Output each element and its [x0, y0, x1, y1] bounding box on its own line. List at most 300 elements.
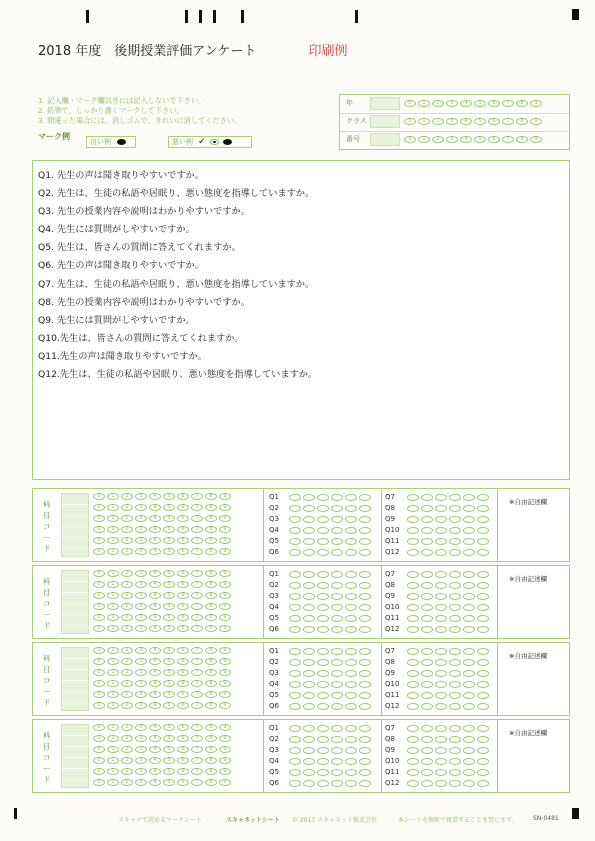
bubble-option[interactable]: 9 [219, 647, 231, 654]
answer-bubble[interactable] [289, 725, 301, 732]
answer-bubble[interactable] [345, 505, 357, 512]
answer-bubble[interactable] [359, 505, 371, 512]
answer-bubble[interactable] [477, 648, 489, 655]
bubble-option[interactable]: 2 [121, 537, 133, 544]
answer-bubble[interactable] [421, 659, 433, 666]
bubble-option[interactable]: 7 [191, 625, 203, 632]
answer-bubble[interactable] [449, 648, 461, 655]
bubble-option[interactable]: 7 [191, 746, 203, 753]
bubble-option[interactable]: 9 [219, 658, 231, 665]
answer-bubble[interactable] [345, 516, 357, 523]
bubble-option[interactable]: 9 [219, 504, 231, 511]
answer-bubble[interactable] [421, 494, 433, 501]
bubble-option[interactable]: 9 [219, 757, 231, 764]
year-write-cell[interactable] [370, 97, 400, 110]
answer-bubble[interactable] [331, 571, 343, 578]
bubble-option[interactable]: 9 [219, 702, 231, 709]
answer-bubble[interactable] [359, 747, 371, 754]
answer-bubble[interactable] [407, 626, 419, 633]
bubble-option[interactable]: 8 [205, 504, 217, 511]
bubble-option[interactable]: 6 [177, 669, 189, 676]
answer-bubble[interactable] [359, 670, 371, 677]
answer-bubble[interactable] [303, 505, 315, 512]
bubble-option[interactable]: 0 [93, 746, 105, 753]
answer-bubble[interactable] [331, 538, 343, 545]
bubble-option[interactable]: 9 [219, 548, 231, 555]
bubble-option[interactable]: 5 [163, 746, 175, 753]
bubble-option[interactable]: 8 [205, 526, 217, 533]
bubble-option[interactable]: 3 [135, 779, 147, 786]
answer-bubble[interactable] [407, 505, 419, 512]
bubble-option[interactable]: 4 [149, 493, 161, 500]
bubble-option[interactable]: 0 [93, 581, 105, 588]
answer-bubble[interactable] [463, 582, 475, 589]
answer-bubble[interactable] [359, 615, 371, 622]
bubble-option[interactable]: 7 [191, 548, 203, 555]
answer-bubble[interactable] [449, 736, 461, 743]
bubble-option[interactable]: 4 [149, 515, 161, 522]
answer-bubble[interactable] [345, 703, 357, 710]
bubble-option[interactable]: 9 [219, 691, 231, 698]
bubble-option[interactable]: 8 [205, 548, 217, 555]
answer-bubble[interactable] [421, 747, 433, 754]
answer-bubble[interactable] [359, 582, 371, 589]
bubble-option[interactable]: 8 [205, 669, 217, 676]
bubble-option[interactable]: 8 [516, 100, 528, 107]
bubble-option[interactable]: 1 [107, 746, 119, 753]
answer-bubble[interactable] [477, 494, 489, 501]
bubble-option[interactable]: 7 [191, 768, 203, 775]
bubble-option[interactable]: 6 [177, 504, 189, 511]
answer-bubble[interactable] [449, 615, 461, 622]
answer-bubble[interactable] [407, 538, 419, 545]
answer-bubble[interactable] [345, 615, 357, 622]
answer-bubble[interactable] [463, 527, 475, 534]
bubble-option[interactable]: 0 [93, 724, 105, 731]
answer-bubble[interactable] [477, 670, 489, 677]
answer-bubble[interactable] [435, 582, 447, 589]
bubble-option[interactable]: 7 [502, 100, 514, 107]
bubble-option[interactable]: 5 [163, 647, 175, 654]
bubble-option[interactable]: 6 [177, 735, 189, 742]
answer-bubble[interactable] [359, 736, 371, 743]
bubble-option[interactable]: 1 [107, 570, 119, 577]
answer-bubble[interactable] [345, 681, 357, 688]
bubble-option[interactable]: 1 [107, 658, 119, 665]
answer-bubble[interactable] [359, 527, 371, 534]
bubble-option[interactable]: 3 [135, 691, 147, 698]
answer-bubble[interactable] [317, 626, 329, 633]
bubble-option[interactable]: 1 [107, 592, 119, 599]
answer-bubble[interactable] [289, 692, 301, 699]
bubble-option[interactable]: 8 [205, 570, 217, 577]
answer-bubble[interactable] [449, 582, 461, 589]
answer-bubble[interactable] [317, 582, 329, 589]
answer-bubble[interactable] [421, 516, 433, 523]
bubble-option[interactable]: 5 [474, 118, 486, 125]
bubble-option[interactable]: 4 [149, 647, 161, 654]
bubble-option[interactable]: 1 [107, 768, 119, 775]
bubble-option[interactable]: 5 [163, 526, 175, 533]
bubble-option[interactable]: 6 [488, 118, 500, 125]
answer-bubble[interactable] [435, 648, 447, 655]
bubble-option[interactable]: 0 [93, 757, 105, 764]
answer-bubble[interactable] [345, 582, 357, 589]
bubble-option[interactable]: 9 [219, 603, 231, 610]
bubble-option[interactable]: 0 [93, 504, 105, 511]
bubble-option[interactable]: 9 [219, 614, 231, 621]
bubble-option[interactable]: 7 [502, 136, 514, 143]
answer-bubble[interactable] [317, 769, 329, 776]
answer-bubble[interactable] [303, 593, 315, 600]
answer-bubble[interactable] [421, 703, 433, 710]
answer-bubble[interactable] [477, 527, 489, 534]
answer-bubble[interactable] [407, 494, 419, 501]
bubble-option[interactable]: 5 [163, 537, 175, 544]
bubble-option[interactable]: 7 [191, 735, 203, 742]
answer-bubble[interactable] [449, 604, 461, 611]
answer-bubble[interactable] [407, 659, 419, 666]
answer-bubble[interactable] [463, 681, 475, 688]
answer-bubble[interactable] [421, 615, 433, 622]
answer-bubble[interactable] [435, 780, 447, 787]
answer-bubble[interactable] [435, 604, 447, 611]
bubble-option[interactable]: 9 [219, 724, 231, 731]
bubble-option[interactable]: 2 [121, 746, 133, 753]
bubble-option[interactable]: 3 [135, 724, 147, 731]
bubble-option[interactable]: 9 [219, 515, 231, 522]
free-comment-area[interactable] [501, 740, 565, 788]
answer-bubble[interactable] [359, 593, 371, 600]
answer-bubble[interactable] [359, 659, 371, 666]
bubble-option[interactable]: 8 [205, 702, 217, 709]
answer-bubble[interactable] [407, 692, 419, 699]
answer-bubble[interactable] [463, 780, 475, 787]
bubble-option[interactable]: 5 [163, 702, 175, 709]
answer-bubble[interactable] [303, 681, 315, 688]
bubble-option[interactable]: 5 [163, 603, 175, 610]
bubble-option[interactable]: 6 [177, 493, 189, 500]
answer-bubble[interactable] [303, 549, 315, 556]
bubble-option[interactable]: 1 [107, 504, 119, 511]
answer-bubble[interactable] [303, 494, 315, 501]
bubble-option[interactable]: 7 [191, 581, 203, 588]
bubble-option[interactable]: 0 [93, 526, 105, 533]
bubble-option[interactable]: 8 [205, 779, 217, 786]
answer-bubble[interactable] [303, 725, 315, 732]
bubble-option[interactable]: 5 [163, 614, 175, 621]
answer-bubble[interactable] [463, 494, 475, 501]
answer-bubble[interactable] [359, 703, 371, 710]
bubble-option[interactable]: 1 [107, 537, 119, 544]
answer-bubble[interactable] [289, 604, 301, 611]
answer-bubble[interactable] [359, 780, 371, 787]
answer-bubble[interactable] [317, 780, 329, 787]
answer-bubble[interactable] [289, 736, 301, 743]
answer-bubble[interactable] [435, 505, 447, 512]
answer-bubble[interactable] [331, 582, 343, 589]
answer-bubble[interactable] [289, 648, 301, 655]
answer-bubble[interactable] [449, 538, 461, 545]
answer-bubble[interactable] [345, 604, 357, 611]
answer-bubble[interactable] [463, 538, 475, 545]
bubble-option[interactable]: 9 [219, 537, 231, 544]
bubble-option[interactable]: 9 [219, 592, 231, 599]
answer-bubble[interactable] [421, 593, 433, 600]
answer-bubble[interactable] [345, 593, 357, 600]
bubble-option[interactable]: 0 [404, 100, 416, 107]
answer-bubble[interactable] [449, 681, 461, 688]
bubble-option[interactable]: 9 [219, 768, 231, 775]
bubble-option[interactable]: 4 [149, 603, 161, 610]
answer-bubble[interactable] [477, 593, 489, 600]
bubble-option[interactable]: 4 [149, 724, 161, 731]
answer-bubble[interactable] [303, 659, 315, 666]
bubble-option[interactable]: 6 [488, 100, 500, 107]
answer-bubble[interactable] [331, 747, 343, 754]
free-comment-area[interactable] [501, 509, 565, 557]
answer-bubble[interactable] [463, 736, 475, 743]
answer-bubble[interactable] [303, 736, 315, 743]
bubble-option[interactable]: 4 [149, 614, 161, 621]
answer-bubble[interactable] [407, 527, 419, 534]
bubble-option[interactable]: 8 [205, 691, 217, 698]
bubble-option[interactable]: 5 [163, 625, 175, 632]
bubble-option[interactable]: 5 [163, 581, 175, 588]
bubble-option[interactable]: 9 [219, 526, 231, 533]
bubble-option[interactable]: 2 [121, 647, 133, 654]
answer-bubble[interactable] [449, 758, 461, 765]
answer-bubble[interactable] [421, 505, 433, 512]
bubble-option[interactable]: 7 [191, 658, 203, 665]
answer-bubble[interactable] [421, 582, 433, 589]
bubble-option[interactable]: 9 [219, 581, 231, 588]
bubble-option[interactable]: 3 [135, 669, 147, 676]
bubble-option[interactable]: 1 [107, 680, 119, 687]
answer-bubble[interactable] [317, 681, 329, 688]
answer-bubble[interactable] [421, 648, 433, 655]
answer-bubble[interactable] [359, 549, 371, 556]
answer-bubble[interactable] [317, 615, 329, 622]
bubble-option[interactable]: 0 [93, 548, 105, 555]
bubble-option[interactable]: 6 [177, 658, 189, 665]
answer-bubble[interactable] [421, 604, 433, 611]
bubble-option[interactable]: 4 [149, 691, 161, 698]
bubble-option[interactable]: 7 [191, 603, 203, 610]
bubble-option[interactable]: 2 [121, 504, 133, 511]
bubble-option[interactable]: 9 [530, 118, 542, 125]
bubble-option[interactable]: 8 [205, 757, 217, 764]
answer-bubble[interactable] [407, 648, 419, 655]
answer-bubble[interactable] [359, 494, 371, 501]
bubble-option[interactable]: 4 [149, 746, 161, 753]
answer-bubble[interactable] [331, 703, 343, 710]
answer-bubble[interactable] [477, 659, 489, 666]
answer-bubble[interactable] [359, 725, 371, 732]
bubble-option[interactable]: 1 [107, 515, 119, 522]
bubble-option[interactable]: 1 [107, 724, 119, 731]
bubble-option[interactable]: 8 [205, 625, 217, 632]
bubble-option[interactable]: 7 [191, 570, 203, 577]
bubble-option[interactable]: 6 [177, 548, 189, 555]
bubble-option[interactable]: 2 [121, 702, 133, 709]
answer-bubble[interactable] [407, 747, 419, 754]
answer-bubble[interactable] [317, 593, 329, 600]
answer-bubble[interactable] [435, 615, 447, 622]
bubble-option[interactable]: 5 [474, 100, 486, 107]
answer-bubble[interactable] [331, 626, 343, 633]
answer-bubble[interactable] [289, 549, 301, 556]
bubble-option[interactable]: 6 [177, 680, 189, 687]
bubble-option[interactable]: 3 [135, 768, 147, 775]
bubble-option[interactable]: 2 [121, 581, 133, 588]
answer-bubble[interactable] [317, 758, 329, 765]
answer-bubble[interactable] [289, 505, 301, 512]
answer-bubble[interactable] [317, 527, 329, 534]
bubble-option[interactable]: 3 [446, 136, 458, 143]
bubble-option[interactable]: 5 [163, 493, 175, 500]
bubble-option[interactable]: 4 [149, 592, 161, 599]
bubble-option[interactable]: 7 [191, 537, 203, 544]
answer-bubble[interactable] [421, 571, 433, 578]
bubble-option[interactable]: 2 [121, 614, 133, 621]
bubble-option[interactable]: 5 [163, 515, 175, 522]
answer-bubble[interactable] [421, 670, 433, 677]
bubble-option[interactable]: 8 [205, 493, 217, 500]
bubble-option[interactable]: 7 [191, 515, 203, 522]
answer-bubble[interactable] [421, 758, 433, 765]
bubble-option[interactable]: 1 [418, 100, 430, 107]
answer-bubble[interactable] [345, 758, 357, 765]
bubble-option[interactable]: 2 [121, 625, 133, 632]
bubble-option[interactable]: 1 [418, 136, 430, 143]
bubble-option[interactable]: 7 [191, 680, 203, 687]
bubble-option[interactable]: 1 [107, 647, 119, 654]
bubble-option[interactable]: 3 [135, 537, 147, 544]
answer-bubble[interactable] [407, 571, 419, 578]
answer-bubble[interactable] [477, 538, 489, 545]
answer-bubble[interactable] [421, 626, 433, 633]
answer-bubble[interactable] [303, 780, 315, 787]
answer-bubble[interactable] [407, 593, 419, 600]
answer-bubble[interactable] [345, 725, 357, 732]
answer-bubble[interactable] [435, 681, 447, 688]
answer-bubble[interactable] [435, 494, 447, 501]
bubble-option[interactable]: 3 [135, 493, 147, 500]
answer-bubble[interactable] [345, 648, 357, 655]
answer-bubble[interactable] [317, 670, 329, 677]
answer-bubble[interactable] [345, 549, 357, 556]
answer-bubble[interactable] [407, 615, 419, 622]
bubble-option[interactable]: 7 [191, 493, 203, 500]
answer-bubble[interactable] [477, 736, 489, 743]
bubble-option[interactable]: 6 [177, 570, 189, 577]
bubble-option[interactable]: 4 [149, 779, 161, 786]
bubble-option[interactable]: 3 [135, 625, 147, 632]
answer-bubble[interactable] [345, 769, 357, 776]
answer-bubble[interactable] [303, 582, 315, 589]
bubble-option[interactable]: 6 [177, 581, 189, 588]
answer-bubble[interactable] [289, 582, 301, 589]
bubble-option[interactable]: 8 [205, 603, 217, 610]
bubble-option[interactable]: 7 [191, 702, 203, 709]
answer-bubble[interactable] [331, 615, 343, 622]
bubble-option[interactable]: 5 [163, 757, 175, 764]
bubble-option[interactable]: 6 [177, 625, 189, 632]
answer-bubble[interactable] [317, 747, 329, 754]
answer-bubble[interactable] [303, 769, 315, 776]
answer-bubble[interactable] [477, 505, 489, 512]
answer-bubble[interactable] [463, 571, 475, 578]
bubble-option[interactable]: 6 [177, 702, 189, 709]
answer-bubble[interactable] [435, 527, 447, 534]
answer-bubble[interactable] [331, 494, 343, 501]
bubble-option[interactable]: 2 [432, 118, 444, 125]
bubble-option[interactable]: 7 [191, 526, 203, 533]
answer-bubble[interactable] [435, 571, 447, 578]
answer-bubble[interactable] [421, 681, 433, 688]
bubble-option[interactable]: 2 [121, 779, 133, 786]
bubble-option[interactable]: 2 [121, 680, 133, 687]
answer-bubble[interactable] [463, 670, 475, 677]
bubble-option[interactable]: 0 [93, 669, 105, 676]
bubble-option[interactable]: 1 [107, 548, 119, 555]
answer-bubble[interactable] [345, 692, 357, 699]
answer-bubble[interactable] [435, 758, 447, 765]
bubble-option[interactable]: 0 [404, 118, 416, 125]
answer-bubble[interactable] [435, 725, 447, 732]
bubble-option[interactable]: 1 [107, 581, 119, 588]
answer-bubble[interactable] [331, 505, 343, 512]
bubble-option[interactable]: 0 [93, 603, 105, 610]
answer-bubble[interactable] [449, 626, 461, 633]
answer-bubble[interactable] [317, 703, 329, 710]
bubble-option[interactable]: 8 [205, 515, 217, 522]
bubble-option[interactable]: 4 [149, 658, 161, 665]
bubble-option[interactable]: 4 [149, 669, 161, 676]
bubble-option[interactable]: 6 [177, 691, 189, 698]
answer-bubble[interactable] [449, 769, 461, 776]
bubble-option[interactable]: 2 [432, 136, 444, 143]
bubble-option[interactable]: 3 [135, 548, 147, 555]
answer-bubble[interactable] [345, 659, 357, 666]
answer-bubble[interactable] [331, 549, 343, 556]
answer-bubble[interactable] [463, 615, 475, 622]
bubble-option[interactable]: 6 [177, 603, 189, 610]
bubble-option[interactable]: 4 [460, 100, 472, 107]
answer-bubble[interactable] [331, 725, 343, 732]
bubble-option[interactable]: 0 [93, 493, 105, 500]
bubble-option[interactable]: 2 [121, 768, 133, 775]
bubble-option[interactable]: 4 [149, 548, 161, 555]
answer-bubble[interactable] [359, 769, 371, 776]
answer-bubble[interactable] [289, 527, 301, 534]
answer-bubble[interactable] [289, 659, 301, 666]
answer-bubble[interactable] [421, 527, 433, 534]
answer-bubble[interactable] [303, 538, 315, 545]
answer-bubble[interactable] [407, 549, 419, 556]
answer-bubble[interactable] [345, 670, 357, 677]
answer-bubble[interactable] [435, 703, 447, 710]
answer-bubble[interactable] [463, 626, 475, 633]
answer-bubble[interactable] [331, 593, 343, 600]
bubble-option[interactable]: 5 [163, 548, 175, 555]
answer-bubble[interactable] [289, 538, 301, 545]
bubble-option[interactable]: 2 [121, 493, 133, 500]
bubble-option[interactable]: 7 [191, 691, 203, 698]
answer-bubble[interactable] [463, 703, 475, 710]
bubble-option[interactable]: 4 [149, 537, 161, 544]
